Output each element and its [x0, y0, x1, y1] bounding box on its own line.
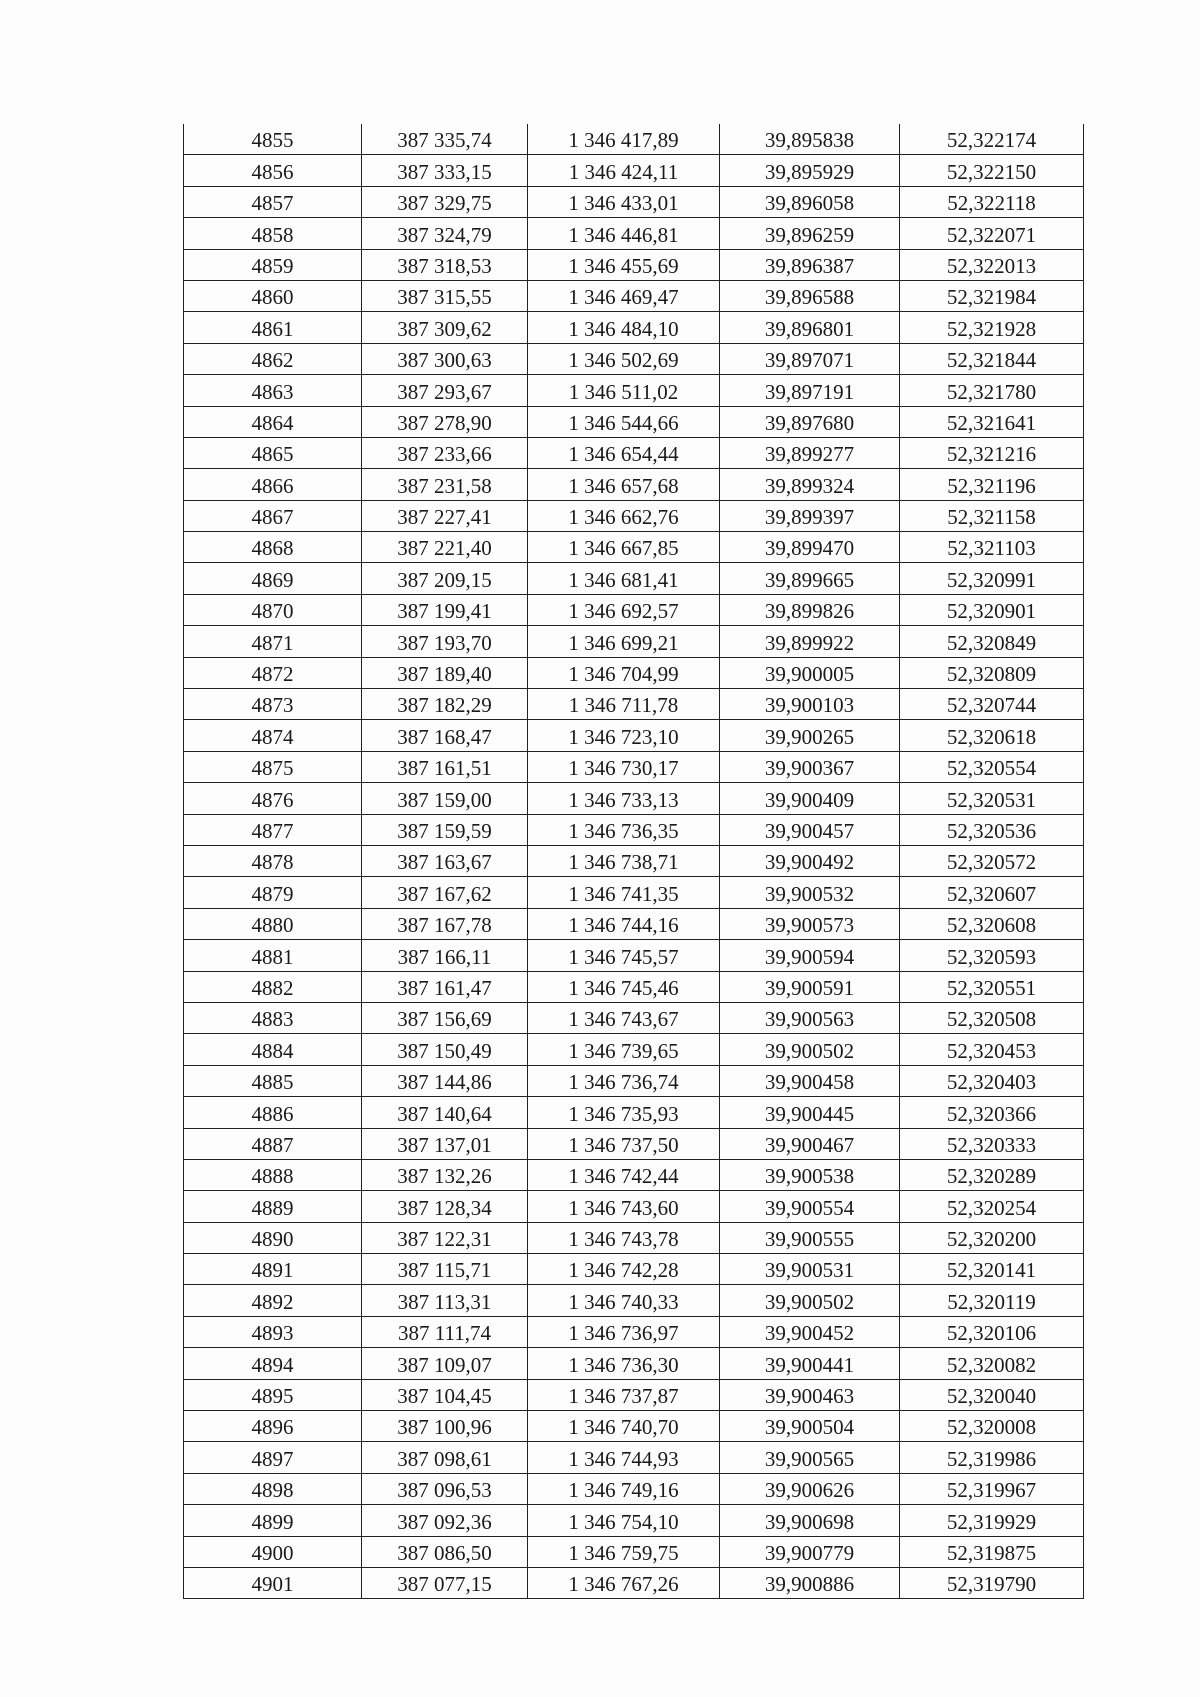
point-number-cell: 4900	[184, 1536, 362, 1567]
x-coordinate-cell: 387 209,15	[362, 563, 528, 594]
table-row	[184, 689, 1084, 720]
y-coordinate-cell: 1 346 446,81	[528, 218, 720, 249]
x-coordinate-cell: 387 189,40	[362, 657, 528, 688]
table-row	[184, 500, 1084, 531]
table-row	[184, 343, 1084, 374]
latitude-cell: 52,321928	[900, 312, 1084, 343]
latitude-cell: 52,320254	[900, 1191, 1084, 1222]
x-coordinate-cell: 387 182,29	[362, 689, 528, 720]
y-coordinate-cell: 1 346 754,10	[528, 1505, 720, 1536]
x-coordinate-cell: 387 096,53	[362, 1473, 528, 1504]
x-coordinate-cell: 387 113,31	[362, 1285, 528, 1316]
point-number-cell: 4884	[184, 1034, 362, 1065]
longitude-cell: 39,900565	[720, 1442, 900, 1473]
point-number-cell: 4859	[184, 249, 362, 280]
table-row	[184, 375, 1084, 406]
longitude-cell: 39,900555	[720, 1222, 900, 1253]
y-coordinate-cell: 1 346 662,76	[528, 500, 720, 531]
longitude-cell: 39,900591	[720, 971, 900, 1002]
y-coordinate-cell: 1 346 767,26	[528, 1567, 720, 1598]
table-row	[184, 1473, 1084, 1504]
point-number-cell: 4895	[184, 1379, 362, 1410]
latitude-cell: 52,320991	[900, 563, 1084, 594]
longitude-cell: 39,900409	[720, 783, 900, 814]
latitude-cell: 52,319929	[900, 1505, 1084, 1536]
point-number-cell: 4868	[184, 532, 362, 563]
longitude-cell: 39,896259	[720, 218, 900, 249]
longitude-cell: 39,900463	[720, 1379, 900, 1410]
longitude-cell: 39,899665	[720, 563, 900, 594]
x-coordinate-cell: 387 159,00	[362, 783, 528, 814]
latitude-cell: 52,322013	[900, 249, 1084, 280]
y-coordinate-cell: 1 346 743,67	[528, 1002, 720, 1033]
table-row	[184, 280, 1084, 311]
latitude-cell: 52,320106	[900, 1316, 1084, 1347]
point-number-cell: 4872	[184, 657, 362, 688]
y-coordinate-cell: 1 346 692,57	[528, 594, 720, 625]
latitude-cell: 52,320551	[900, 971, 1084, 1002]
table-row	[184, 1442, 1084, 1473]
longitude-cell: 39,900554	[720, 1191, 900, 1222]
point-number-cell: 4878	[184, 845, 362, 876]
y-coordinate-cell: 1 346 699,21	[528, 626, 720, 657]
y-coordinate-cell: 1 346 743,60	[528, 1191, 720, 1222]
longitude-cell: 39,899470	[720, 532, 900, 563]
x-coordinate-cell: 387 231,58	[362, 469, 528, 500]
point-number-cell: 4876	[184, 783, 362, 814]
table-row	[184, 218, 1084, 249]
point-number-cell: 4867	[184, 500, 362, 531]
table-row	[184, 720, 1084, 751]
x-coordinate-cell: 387 111,74	[362, 1316, 528, 1347]
y-coordinate-cell: 1 346 417,89	[528, 124, 720, 155]
x-coordinate-cell: 387 233,66	[362, 437, 528, 468]
x-coordinate-cell: 387 161,51	[362, 751, 528, 782]
latitude-cell: 52,321196	[900, 469, 1084, 500]
table-row	[184, 751, 1084, 782]
latitude-cell: 52,320536	[900, 814, 1084, 845]
latitude-cell: 52,322150	[900, 155, 1084, 186]
x-coordinate-cell: 387 086,50	[362, 1536, 528, 1567]
longitude-cell: 39,896801	[720, 312, 900, 343]
y-coordinate-cell: 1 346 745,46	[528, 971, 720, 1002]
y-coordinate-cell: 1 346 544,66	[528, 406, 720, 437]
x-coordinate-cell: 387 098,61	[362, 1442, 528, 1473]
point-number-cell: 4857	[184, 186, 362, 217]
longitude-cell: 39,900779	[720, 1536, 900, 1567]
table-row	[184, 1128, 1084, 1159]
point-number-cell: 4888	[184, 1159, 362, 1190]
point-number-cell: 4883	[184, 1002, 362, 1033]
y-coordinate-cell: 1 346 736,97	[528, 1316, 720, 1347]
longitude-cell: 39,900698	[720, 1505, 900, 1536]
point-number-cell: 4866	[184, 469, 362, 500]
latitude-cell: 52,320607	[900, 877, 1084, 908]
longitude-cell: 39,899324	[720, 469, 900, 500]
latitude-cell: 52,320901	[900, 594, 1084, 625]
y-coordinate-cell: 1 346 723,10	[528, 720, 720, 751]
x-coordinate-cell: 387 144,86	[362, 1065, 528, 1096]
x-coordinate-cell: 387 167,62	[362, 877, 528, 908]
y-coordinate-cell: 1 346 745,57	[528, 940, 720, 971]
latitude-cell: 52,320403	[900, 1065, 1084, 1096]
point-number-cell: 4858	[184, 218, 362, 249]
x-coordinate-cell: 387 315,55	[362, 280, 528, 311]
table-row	[184, 437, 1084, 468]
table-row	[184, 1316, 1084, 1347]
longitude-cell: 39,900504	[720, 1411, 900, 1442]
point-number-cell: 4881	[184, 940, 362, 971]
table-row	[184, 877, 1084, 908]
table-row	[184, 626, 1084, 657]
point-number-cell: 4893	[184, 1316, 362, 1347]
table-row	[184, 814, 1084, 845]
point-number-cell: 4860	[184, 280, 362, 311]
point-number-cell: 4901	[184, 1567, 362, 1598]
y-coordinate-cell: 1 346 502,69	[528, 343, 720, 374]
y-coordinate-cell: 1 346 736,30	[528, 1348, 720, 1379]
longitude-cell: 39,900626	[720, 1473, 900, 1504]
table-row	[184, 1159, 1084, 1190]
table-row	[184, 532, 1084, 563]
x-coordinate-cell: 387 227,41	[362, 500, 528, 531]
point-number-cell: 4882	[184, 971, 362, 1002]
x-coordinate-cell: 387 193,70	[362, 626, 528, 657]
longitude-cell: 39,896058	[720, 186, 900, 217]
longitude-cell: 39,897680	[720, 406, 900, 437]
y-coordinate-cell: 1 346 511,02	[528, 375, 720, 406]
x-coordinate-cell: 387 335,74	[362, 124, 528, 155]
latitude-cell: 52,322071	[900, 218, 1084, 249]
longitude-cell: 39,900538	[720, 1159, 900, 1190]
x-coordinate-cell: 387 166,11	[362, 940, 528, 971]
longitude-cell: 39,899397	[720, 500, 900, 531]
table-row	[184, 469, 1084, 500]
x-coordinate-cell: 387 159,59	[362, 814, 528, 845]
y-coordinate-cell: 1 346 737,87	[528, 1379, 720, 1410]
x-coordinate-cell: 387 156,69	[362, 1002, 528, 1033]
latitude-cell: 52,320531	[900, 783, 1084, 814]
table-row	[184, 1065, 1084, 1096]
latitude-cell: 52,320366	[900, 1097, 1084, 1128]
table-row	[184, 594, 1084, 625]
x-coordinate-cell: 387 318,53	[362, 249, 528, 280]
latitude-cell: 52,320593	[900, 940, 1084, 971]
point-number-cell: 4869	[184, 563, 362, 594]
longitude-cell: 39,900458	[720, 1065, 900, 1096]
y-coordinate-cell: 1 346 654,44	[528, 437, 720, 468]
x-coordinate-cell: 387 293,67	[362, 375, 528, 406]
latitude-cell: 52,320608	[900, 908, 1084, 939]
table-row	[184, 1567, 1084, 1598]
point-number-cell: 4892	[184, 1285, 362, 1316]
x-coordinate-cell: 387 309,62	[362, 312, 528, 343]
longitude-cell: 39,900005	[720, 657, 900, 688]
latitude-cell: 52,320572	[900, 845, 1084, 876]
table-row	[184, 783, 1084, 814]
x-coordinate-cell: 387 163,67	[362, 845, 528, 876]
longitude-cell: 39,895929	[720, 155, 900, 186]
x-coordinate-cell: 387 092,36	[362, 1505, 528, 1536]
point-number-cell: 4863	[184, 375, 362, 406]
table-row	[184, 312, 1084, 343]
x-coordinate-cell: 387 077,15	[362, 1567, 528, 1598]
x-coordinate-cell: 387 100,96	[362, 1411, 528, 1442]
latitude-cell: 52,320200	[900, 1222, 1084, 1253]
coordinates-table	[183, 124, 1084, 1599]
latitude-cell: 52,320618	[900, 720, 1084, 751]
x-coordinate-cell: 387 221,40	[362, 532, 528, 563]
y-coordinate-cell: 1 346 455,69	[528, 249, 720, 280]
x-coordinate-cell: 387 132,26	[362, 1159, 528, 1190]
x-coordinate-cell: 387 199,41	[362, 594, 528, 625]
table-row	[184, 1254, 1084, 1285]
longitude-cell: 39,897191	[720, 375, 900, 406]
latitude-cell: 52,321844	[900, 343, 1084, 374]
y-coordinate-cell: 1 346 743,78	[528, 1222, 720, 1253]
x-coordinate-cell: 387 122,31	[362, 1222, 528, 1253]
point-number-cell: 4856	[184, 155, 362, 186]
table-row	[184, 971, 1084, 1002]
y-coordinate-cell: 1 346 711,78	[528, 689, 720, 720]
latitude-cell: 52,320744	[900, 689, 1084, 720]
latitude-cell: 52,319967	[900, 1473, 1084, 1504]
x-coordinate-cell: 387 128,34	[362, 1191, 528, 1222]
x-coordinate-cell: 387 140,64	[362, 1097, 528, 1128]
x-coordinate-cell: 387 333,15	[362, 155, 528, 186]
point-number-cell: 4874	[184, 720, 362, 751]
longitude-cell: 39,900502	[720, 1285, 900, 1316]
longitude-cell: 39,900467	[720, 1128, 900, 1159]
latitude-cell: 52,322174	[900, 124, 1084, 155]
latitude-cell: 52,320333	[900, 1128, 1084, 1159]
latitude-cell: 52,321641	[900, 406, 1084, 437]
point-number-cell: 4861	[184, 312, 362, 343]
x-coordinate-cell: 387 167,78	[362, 908, 528, 939]
latitude-cell: 52,320849	[900, 626, 1084, 657]
y-coordinate-cell: 1 346 740,70	[528, 1411, 720, 1442]
point-number-cell: 4875	[184, 751, 362, 782]
longitude-cell: 39,900531	[720, 1254, 900, 1285]
y-coordinate-cell: 1 346 736,35	[528, 814, 720, 845]
table-row	[184, 155, 1084, 186]
longitude-cell: 39,899922	[720, 626, 900, 657]
latitude-cell: 52,319875	[900, 1536, 1084, 1567]
latitude-cell: 52,320119	[900, 1285, 1084, 1316]
latitude-cell: 52,321984	[900, 280, 1084, 311]
table-row	[184, 1191, 1084, 1222]
longitude-cell: 39,900532	[720, 877, 900, 908]
y-coordinate-cell: 1 346 749,16	[528, 1473, 720, 1504]
table-row	[184, 563, 1084, 594]
y-coordinate-cell: 1 346 735,93	[528, 1097, 720, 1128]
coordinates-table-body	[184, 124, 1084, 1599]
x-coordinate-cell: 387 168,47	[362, 720, 528, 751]
table-row	[184, 1222, 1084, 1253]
latitude-cell: 52,321103	[900, 532, 1084, 563]
latitude-cell: 52,321780	[900, 375, 1084, 406]
y-coordinate-cell: 1 346 733,13	[528, 783, 720, 814]
table-row	[184, 845, 1084, 876]
table-row	[184, 1034, 1084, 1065]
longitude-cell: 39,900594	[720, 940, 900, 971]
y-coordinate-cell: 1 346 738,71	[528, 845, 720, 876]
table-row	[184, 1379, 1084, 1410]
latitude-cell: 52,320082	[900, 1348, 1084, 1379]
y-coordinate-cell: 1 346 742,44	[528, 1159, 720, 1190]
y-coordinate-cell: 1 346 759,75	[528, 1536, 720, 1567]
y-coordinate-cell: 1 346 424,11	[528, 155, 720, 186]
point-number-cell: 4880	[184, 908, 362, 939]
table-row	[184, 1411, 1084, 1442]
point-number-cell: 4864	[184, 406, 362, 437]
y-coordinate-cell: 1 346 740,33	[528, 1285, 720, 1316]
table-row	[184, 1348, 1084, 1379]
longitude-cell: 39,900441	[720, 1348, 900, 1379]
longitude-cell: 39,899277	[720, 437, 900, 468]
latitude-cell: 52,320289	[900, 1159, 1084, 1190]
table-row	[184, 124, 1084, 155]
table-row	[184, 186, 1084, 217]
point-number-cell: 4871	[184, 626, 362, 657]
point-number-cell: 4885	[184, 1065, 362, 1096]
y-coordinate-cell: 1 346 484,10	[528, 312, 720, 343]
table-row	[184, 1285, 1084, 1316]
y-coordinate-cell: 1 346 433,01	[528, 186, 720, 217]
longitude-cell: 39,899826	[720, 594, 900, 625]
longitude-cell: 39,900445	[720, 1097, 900, 1128]
x-coordinate-cell: 387 324,79	[362, 218, 528, 249]
latitude-cell: 52,320141	[900, 1254, 1084, 1285]
point-number-cell: 4887	[184, 1128, 362, 1159]
longitude-cell: 39,900452	[720, 1316, 900, 1347]
point-number-cell: 4891	[184, 1254, 362, 1285]
y-coordinate-cell: 1 346 657,68	[528, 469, 720, 500]
point-number-cell: 4879	[184, 877, 362, 908]
point-number-cell: 4855	[184, 124, 362, 155]
y-coordinate-cell: 1 346 744,16	[528, 908, 720, 939]
x-coordinate-cell: 387 278,90	[362, 406, 528, 437]
latitude-cell: 52,319986	[900, 1442, 1084, 1473]
point-number-cell: 4897	[184, 1442, 362, 1473]
point-number-cell: 4899	[184, 1505, 362, 1536]
longitude-cell: 39,896588	[720, 280, 900, 311]
x-coordinate-cell: 387 137,01	[362, 1128, 528, 1159]
x-coordinate-cell: 387 300,63	[362, 343, 528, 374]
point-number-cell: 4896	[184, 1411, 362, 1442]
point-number-cell: 4898	[184, 1473, 362, 1504]
table-row	[184, 1097, 1084, 1128]
latitude-cell: 52,320809	[900, 657, 1084, 688]
longitude-cell: 39,900502	[720, 1034, 900, 1065]
table-row	[184, 908, 1084, 939]
table-row	[184, 249, 1084, 280]
y-coordinate-cell: 1 346 741,35	[528, 877, 720, 908]
longitude-cell: 39,900573	[720, 908, 900, 939]
point-number-cell: 4894	[184, 1348, 362, 1379]
point-number-cell: 4865	[184, 437, 362, 468]
longitude-cell: 39,900457	[720, 814, 900, 845]
point-number-cell: 4870	[184, 594, 362, 625]
latitude-cell: 52,321216	[900, 437, 1084, 468]
longitude-cell: 39,900103	[720, 689, 900, 720]
longitude-cell: 39,900563	[720, 1002, 900, 1033]
latitude-cell: 52,320040	[900, 1379, 1084, 1410]
latitude-cell: 52,319790	[900, 1567, 1084, 1598]
x-coordinate-cell: 387 115,71	[362, 1254, 528, 1285]
x-coordinate-cell: 387 104,45	[362, 1379, 528, 1410]
latitude-cell: 52,321158	[900, 500, 1084, 531]
longitude-cell: 39,900886	[720, 1567, 900, 1598]
point-number-cell: 4873	[184, 689, 362, 720]
y-coordinate-cell: 1 346 737,50	[528, 1128, 720, 1159]
x-coordinate-cell: 387 329,75	[362, 186, 528, 217]
y-coordinate-cell: 1 346 681,41	[528, 563, 720, 594]
point-number-cell: 4889	[184, 1191, 362, 1222]
longitude-cell: 39,896387	[720, 249, 900, 280]
y-coordinate-cell: 1 346 744,93	[528, 1442, 720, 1473]
longitude-cell: 39,897071	[720, 343, 900, 374]
x-coordinate-cell: 387 109,07	[362, 1348, 528, 1379]
y-coordinate-cell: 1 346 469,47	[528, 280, 720, 311]
y-coordinate-cell: 1 346 704,99	[528, 657, 720, 688]
point-number-cell: 4886	[184, 1097, 362, 1128]
latitude-cell: 52,320508	[900, 1002, 1084, 1033]
x-coordinate-cell: 387 161,47	[362, 971, 528, 1002]
table-row	[184, 940, 1084, 971]
y-coordinate-cell: 1 346 736,74	[528, 1065, 720, 1096]
y-coordinate-cell: 1 346 667,85	[528, 532, 720, 563]
latitude-cell: 52,320008	[900, 1411, 1084, 1442]
longitude-cell: 39,895838	[720, 124, 900, 155]
latitude-cell: 52,320453	[900, 1034, 1084, 1065]
table-row	[184, 1002, 1084, 1033]
table-row	[184, 1505, 1084, 1536]
point-number-cell: 4877	[184, 814, 362, 845]
latitude-cell: 52,320554	[900, 751, 1084, 782]
table-row	[184, 657, 1084, 688]
longitude-cell: 39,900367	[720, 751, 900, 782]
y-coordinate-cell: 1 346 739,65	[528, 1034, 720, 1065]
point-number-cell: 4862	[184, 343, 362, 374]
table-row	[184, 1536, 1084, 1567]
y-coordinate-cell: 1 346 742,28	[528, 1254, 720, 1285]
x-coordinate-cell: 387 150,49	[362, 1034, 528, 1065]
longitude-cell: 39,900265	[720, 720, 900, 751]
y-coordinate-cell: 1 346 730,17	[528, 751, 720, 782]
point-number-cell: 4890	[184, 1222, 362, 1253]
latitude-cell: 52,322118	[900, 186, 1084, 217]
table-row	[184, 406, 1084, 437]
longitude-cell: 39,900492	[720, 845, 900, 876]
